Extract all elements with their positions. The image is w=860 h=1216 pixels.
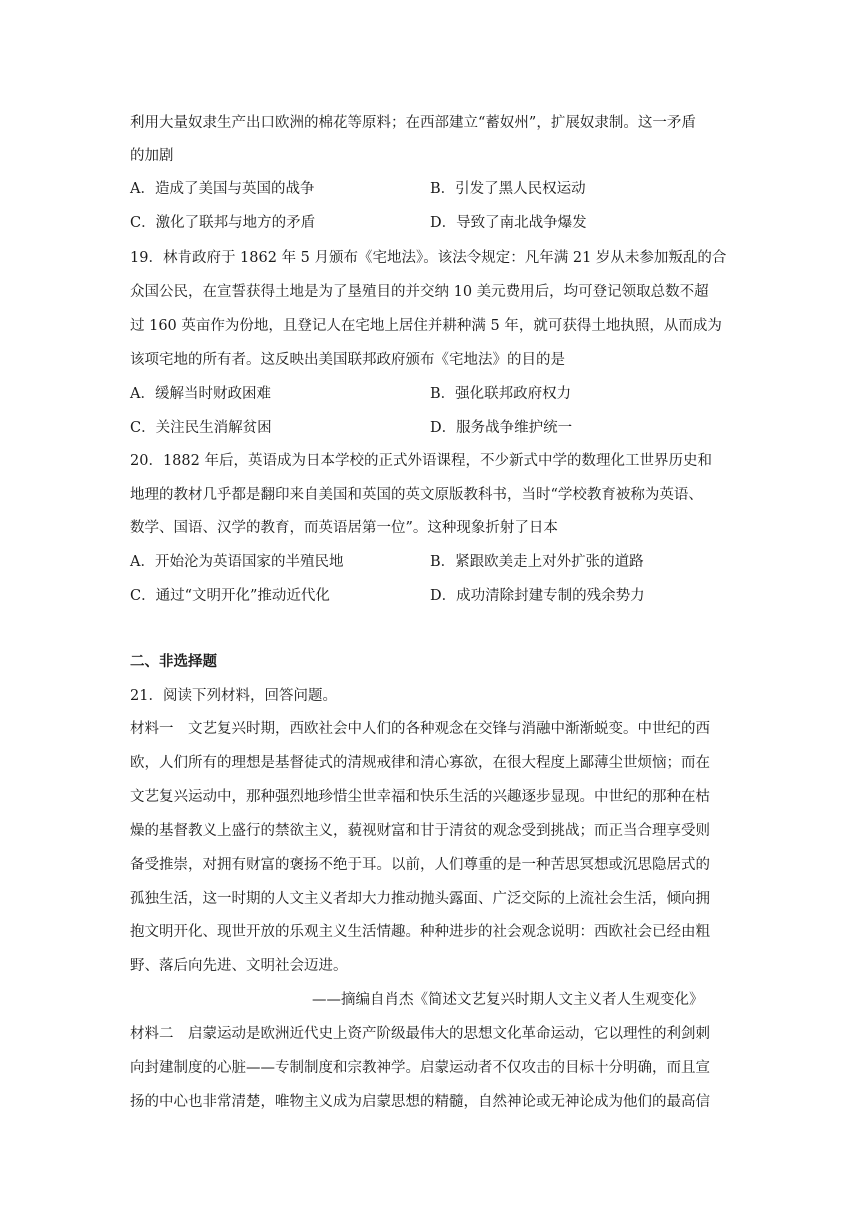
intro-line-1: 利用大量奴隶生产出口欧洲的棉花等原料；在西部建立“蓄奴州”，扩展奴隶制。这一矛盾: [130, 115, 696, 131]
q18-option-c: C．激化了联邦与地方的矛盾: [130, 215, 316, 231]
material2-line-3: 扬的中心也非常清楚，唯物主义成为启蒙思想的精髓，自然神论或无神论成为他们的最高信: [130, 1094, 710, 1110]
q19-line-3: 过 160 英亩作为份地，且登记人在宅地上居住并耕种满 5 年，就可获得土地执照，从而成为: [130, 318, 722, 334]
material1-line-5: 备受推崇，对拥有财富的褒扬不绝于耳。以前，人们尊重的是一种苦思冥想或沉思隐居式的: [130, 857, 710, 873]
q21-prompt: 21．阅读下列材料，回答问题。: [130, 688, 337, 704]
material1-line-7: 抱文明开化、现世开放的乐观主义生活情趣。种种进步的社会观念说明：西欧社会已经由粗: [130, 924, 710, 940]
q20-option-b: B．紧跟欧美走上对外扩张的道路: [430, 554, 644, 570]
q20-option-a: A．开始沦为英语国家的半殖民地: [130, 554, 344, 570]
material2-line-1: 材料二 启蒙运动是欧洲近代史上资产阶级最伟大的思想文化革命运动，它以理性的利剑刺: [130, 1026, 710, 1042]
q19-line-4: 该项宅地的所有者。这反映出美国联邦政府颁布《宅地法》的目的是: [130, 352, 565, 368]
material1-line-2: 欧，人们所有的理想是基督徒式的清规戒律和清心寡欲，在很大程度上鄙薄尘世烦恼；而在: [130, 755, 710, 771]
q18-option-b: B．引发了黑人民权运动: [430, 181, 586, 197]
q20-option-c: C．通过“文明开化”推动近代化: [130, 588, 330, 604]
intro-line-2: 的加剧: [130, 148, 174, 164]
q20-line-2: 地理的教材几乎都是翻印来自美国和英国的英文原版教科书，当时“学校教育被称为英语、: [130, 487, 703, 503]
q19-option-d: D．服务战争维护统一: [430, 420, 573, 436]
q19-line-1: 19．林肯政府于 1862 年 5 月颁布《宅地法》。该法令规定：凡年满 21 岁从未参加叛乱的合: [130, 250, 727, 266]
q18-option-a: A．造成了美国与英国的战争: [130, 181, 315, 197]
material2-line-2: 向封建制度的心脏——专制制度和宗教神学。启蒙运动者不仅攻击的目标十分明确，而且宣: [130, 1060, 710, 1076]
material1-line-1: 材料一 文艺复兴时期，西欧社会中人们的各种观念在交锋与消融中渐渐蜕变。中世纪的西: [130, 721, 710, 737]
q19-option-a: A．缓解当时财政困难: [130, 386, 271, 402]
q19-option-b: B．强化联邦政府权力: [430, 386, 572, 402]
q20-option-d: D．成功清除封建专制的残余势力: [430, 588, 645, 604]
section-heading: 二、非选择题: [130, 653, 217, 670]
material1-line-4: 燥的基督教义上盛行的禁欲主义，藐视财富和甘于清贫的观念受到挑战；而正当合理享受则: [130, 823, 710, 839]
q20-line-1: 20．1882 年后，英语成为日本学校的正式外语课程，不少新式中学的数理化工世界历史和: [130, 453, 712, 469]
q19-line-2: 众国公民，在宣誓获得土地是为了垦殖目的并交纳 10 美元费用后，均可登记领取总数不超: [130, 284, 709, 300]
q19-option-c: C．关注民生消解贫困: [130, 420, 272, 436]
material1-line-8: 野、落后向先进、文明社会迈进。: [130, 958, 348, 974]
material1-line-6: 孤独生活，这一时期的人文主义者却大力推动抛头露面、广泛交际的上流社会生活，倾向拥: [130, 891, 710, 907]
material1-source: ——摘编自肖杰《简述文艺复兴时期人文主义者人生观变化》: [312, 992, 704, 1008]
material1-line-3: 文艺复兴运动中，那种强烈地珍惜尘世幸福和快乐生活的兴趣逐步显现。中世纪的那种在枯: [130, 789, 710, 805]
q18-option-d: D．导致了南北战争爆发: [430, 215, 587, 231]
q20-line-3: 数学、国语、汉学的教育，而英语居第一位”。这种现象折射了日本: [130, 520, 558, 536]
